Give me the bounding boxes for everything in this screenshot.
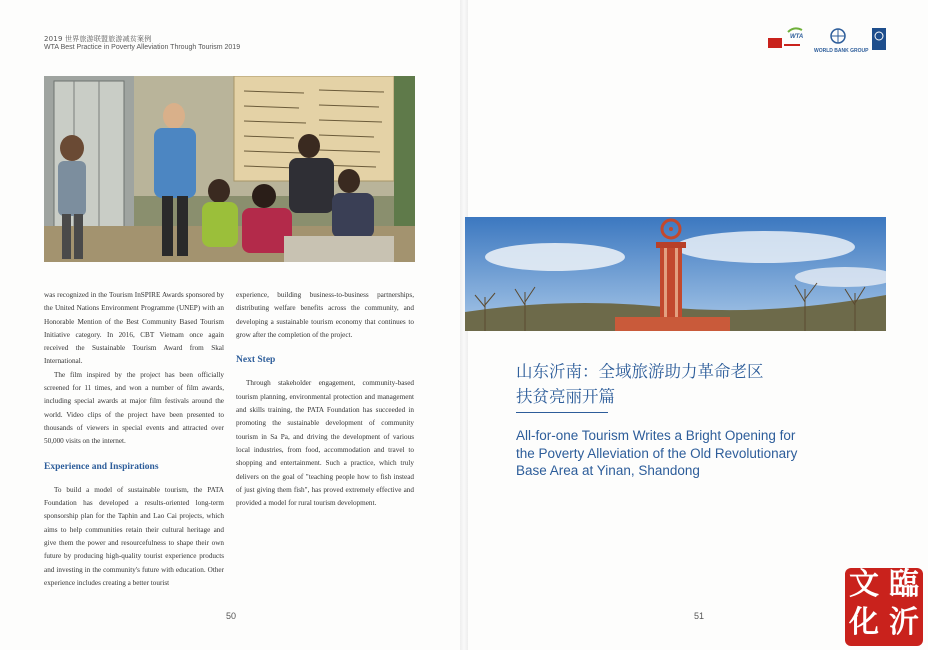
monument-photo-image	[465, 217, 886, 331]
seal-char: 化	[849, 605, 879, 640]
running-header-cn: 2019 世界旅游联盟旅游减贫案例	[44, 35, 152, 43]
section-title-next-step: Next Step	[236, 355, 276, 366]
world-bank-logo-text: WORLD BANK GROUP	[814, 48, 869, 54]
paragraph: experience, building business-to-business partnerships, distributing welfare benefits across the community, and developing a sustainable tourism economy that continues to grow after the completion of the project.	[236, 291, 414, 339]
article-title-cn-line2: 扶贫亮丽开篇	[516, 387, 615, 406]
page-number-right: 51	[694, 611, 705, 621]
seal-char: 沂	[889, 605, 919, 640]
article-title-en: All-for-one Tourism Writes a Bright Opening for the Poverty Alleviation of the Old Revolutionary Base Area at Yinan, Shandong	[516, 428, 798, 478]
text-column-2	[236, 289, 414, 510]
community-meeting-photo	[44, 76, 415, 262]
partner-logos-graphic	[766, 24, 890, 56]
article-title-cn	[516, 359, 836, 409]
page-number-left: 50	[226, 611, 237, 621]
community-meeting-photo-image	[44, 76, 415, 262]
partner-logos	[766, 24, 890, 56]
paragraph: The film inspired by the project has been officially screened for 11 times, and won a number of film awards, including special awards at major film festivals around the world. Video clips of the project have been presented to thousands of viewers in special events and attracted over 50,000 visits on the internet.	[44, 370, 224, 446]
running-header-en: WTA Best Practice in Poverty Alleviation Through Tourism 2019	[44, 44, 241, 51]
article-title-cn-line1: 山东沂南：全域旅游助力革命老区	[516, 362, 764, 381]
wta-logo-text: WTA	[790, 34, 804, 40]
text-column-1	[44, 289, 224, 590]
seal-char: 臨	[889, 568, 919, 602]
title-divider	[516, 412, 608, 413]
paragraph: Through stakeholder engagement, community-based tourism planning, environmental protection and management and skills training, the PATA Foundation has succeeded in promoting the sustainable development of community tourism in Sa Pa, and driving the development of various local industries, from food, accommodation and travel to shopping and entertainment. Such a practice, which truly delivers on the goal of "teaching people how to fish instead of just giving them fish", has proved extremely effective and provided a model for rural tourism development.	[236, 379, 414, 508]
paragraph: was recognized in the Tourism InSPIRE Awards sponsored by the United Nations Environment Programme (UNEP) with an Honorable Mention of the Best Community Based Tourism Initiative category. In 2016, CBT Vietnam once again received the Sustainable Tourism Award from Skal International.	[44, 291, 224, 366]
seal-char: 文	[849, 568, 879, 602]
monument-photo	[465, 217, 886, 331]
paragraph: To build a model of sustainable tourism, the PATA Foundation has developed a results-oriented long-term sponsorship plan for the Taphin and Lao Cai projects, which aims to help communities retain their cultural heritage and give them the power and resourcefulness to shape their own future by producing high-quality tourist experience products and investing in the community's future with education. Other experience includes creating a better tourist	[44, 485, 224, 587]
section-title-experience: Experience and Inspirations	[44, 461, 159, 472]
seal-stamp	[845, 568, 923, 646]
